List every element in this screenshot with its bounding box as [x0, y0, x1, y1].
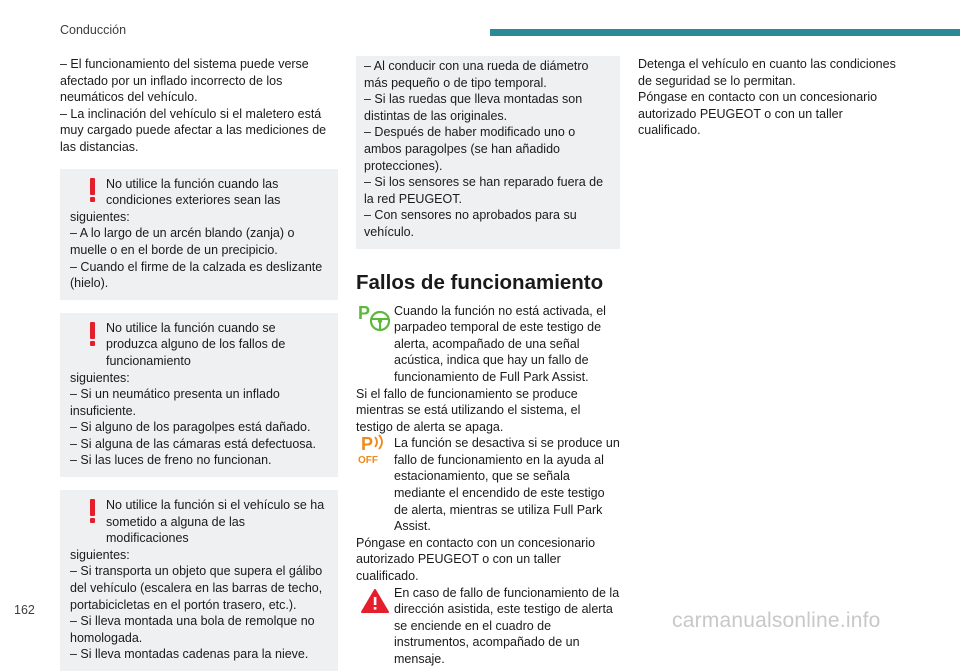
- warning-line: – Si las luces de freno no funcionan.: [70, 453, 272, 468]
- warning-exclamation-icon: [88, 322, 98, 346]
- warning-exclamation-icon: [88, 499, 98, 523]
- warning-line: – Cuando el firme de la calzada es deslizante (hielo).: [70, 259, 323, 291]
- warning-line: siguientes:: [70, 370, 130, 385]
- warning-text: No utilice la función cuando las condiciones exteriores sean las: [106, 176, 281, 208]
- warning-line: – A lo largo de un arcén blando (zanja) o muelle o en el borde de un precipicio.: [70, 226, 295, 257]
- page-number: 162: [14, 603, 35, 617]
- warning-line: siguientes:: [70, 547, 130, 562]
- warning-box: [60, 169, 338, 300]
- warning-line: – Si transporta un objeto que supera el gálibo del vehículo (escalera en las barras de techo, portabicicletas en el portón trasero, etc.).: [70, 564, 323, 612]
- warning-line: – Si alguna de las cámaras está defectuosa.: [70, 436, 316, 451]
- warning-line: siguientes:: [70, 209, 130, 224]
- paragraph-with-icon: [356, 303, 620, 386]
- paragraph: – El funcionamiento del sistema puede verse afectado por un inflado incorrecto de los neumáticos del vehículo.: [60, 57, 309, 105]
- info-line: – Si los sensores se han reparado fuera de la red PEUGEOT.: [364, 175, 604, 206]
- warning-exclamation-icon: [88, 178, 98, 202]
- warning-box: [60, 490, 338, 671]
- paragraph: Cuando la función no está activada, el parpadeo temporal de este testigo de alerta, acompañado de una señal acústica, indica que hay un fallo de funcionamiento de Full Park Assist.: [394, 303, 606, 384]
- paragraph-with-icon: [356, 585, 620, 668]
- svg-text:P: P: [361, 434, 374, 455]
- column-right: [638, 56, 906, 139]
- alert-triangle-icon: [360, 588, 390, 619]
- section-title: Fallos de funcionamiento: [356, 270, 604, 294]
- header-accent-bar: [490, 29, 960, 36]
- off-label: OFF: [358, 455, 378, 466]
- info-line: – Al conducir con una rueda de diámetro más pequeño o de tipo temporal.: [364, 59, 589, 90]
- warning-line: – Si un neumático presenta un inflado insuficiente.: [70, 387, 280, 418]
- warning-text: No utilice la función cuando se produzca alguno de los fallos de funcionamiento: [106, 320, 286, 368]
- warning-text: No utilice la función si el vehículo se ha sometido a alguna de las modificaciones: [106, 498, 325, 546]
- info-line: – Después de haber modificado uno o ambos paragolpes (se han añadido protecciones).: [364, 125, 576, 173]
- paragraph: – La inclinación del vehículo si el maletero está muy cargado puede afectar a las mediciones de las distancias.: [60, 106, 327, 154]
- paragraph: En caso de fallo de funcionamiento de la dirección asistida, este testigo de alerta se enciende en el cuadro de instrumentos, acompañado de un mensaje.: [394, 585, 620, 666]
- paragraph: Póngase en contacto con un concesionario autorizado PEUGEOT o con un taller cualificado.: [638, 90, 878, 138]
- column-left: [60, 56, 338, 671]
- paragraph: Detenga el vehículo en cuanto las condiciones de seguridad se lo permitan.: [638, 57, 896, 88]
- info-line: – Si las ruedas que lleva montadas son distintas de las originales.: [364, 92, 583, 123]
- warning-line: – Si alguno de los paragolpes está dañado.: [70, 420, 311, 435]
- park-assist-off-icon: [358, 433, 392, 470]
- warning-box: [60, 313, 338, 477]
- svg-text:P: P: [358, 302, 371, 323]
- running-header: Conducción: [60, 23, 127, 37]
- info-line: – Con sensores no aprobados para su vehículo.: [364, 208, 577, 239]
- watermark: carmanualsonline.info: [672, 609, 881, 632]
- paragraph: Póngase en contacto con un concesionario autorizado PEUGEOT o con un taller cualificado.: [356, 535, 596, 584]
- park-assist-steering-warning-icon: [358, 302, 392, 337]
- paragraph: Si el fallo de funcionamiento se produce mientras se está utilizando el sistema, el testigo de alerta se apaga.: [356, 386, 581, 434]
- warning-line: – Si lleva montadas cadenas para la nieve.: [70, 647, 309, 662]
- paragraph: La función se desactiva si se produce un fallo de funcionamiento en la ayuda al estacionamiento, que se señala mediante el encendido de este testigo de alerta, mientras se utiliza Full Park Assist.: [394, 436, 620, 534]
- warning-line: – Si lleva montada una bola de remolque no homologada.: [70, 614, 315, 645]
- info-box: [356, 56, 620, 249]
- paragraph-with-icon: [356, 435, 620, 535]
- column-middle: [356, 56, 620, 668]
